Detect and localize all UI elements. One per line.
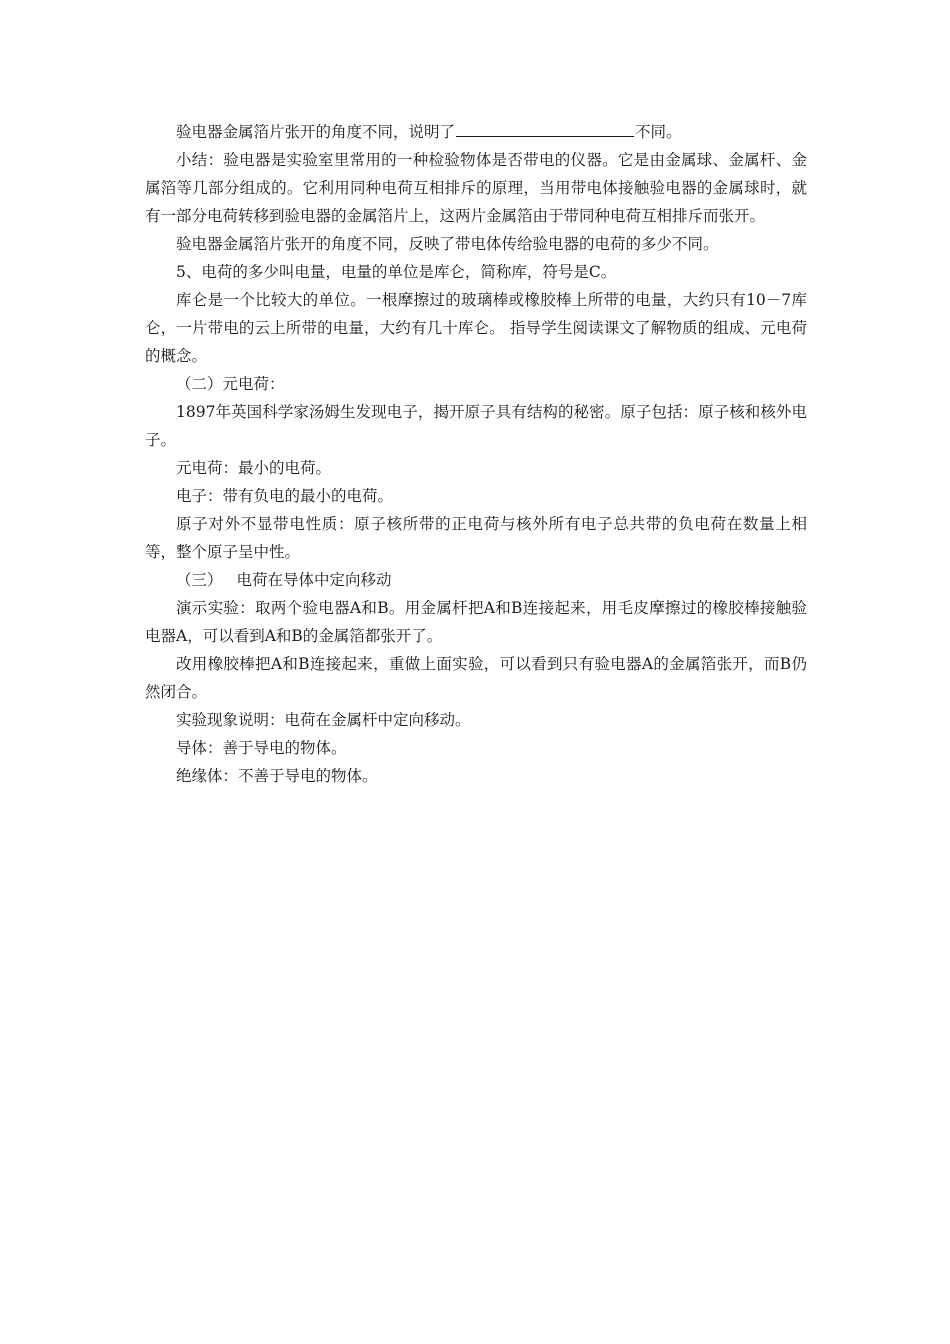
paragraph-thomson-discovery: 1897年英国科学家汤姆生发现电子，揭开原子具有结构的秘密。原子包括：原子核和核外电子。	[145, 403, 807, 449]
paragraph-foil-angle-question	[145, 118, 807, 146]
paragraph-foil-angle-explanation: 验电器金属箔片张开的角度不同，反映了带电体传给验电器的电荷的多少不同。	[176, 235, 719, 253]
paragraph-elementary-charge-definition: 元电荷：最小的电荷。	[176, 459, 332, 477]
fill-in-blank[interactable]	[456, 121, 634, 137]
question-text-end: 不同。	[635, 123, 682, 141]
document-body	[145, 118, 807, 790]
paragraph-charge-quantity: 5、电荷的多少叫电量，电量的单位是库仑，简称库，符号是C。	[176, 263, 617, 281]
paragraph-coulomb-unit: 库仑是一个比较大的单位。一根摩擦过的玻璃棒或橡胶棒上所带的电量，大约只有10－7库仑，一片带电的云上所带的电量，大约有几十库仑。 指导学生阅读课文了解物质的组成、元电荷的概念。	[145, 291, 807, 365]
paragraph-conductor-definition: 导体：善于导电的物体。	[176, 739, 347, 757]
paragraph-atom-neutrality: 原子对外不显带电性质：原子核所带的正电荷与核外所有电子总共带的负电荷在数量上相等，整个原子呈中性。	[145, 515, 807, 561]
section-title: 电荷在导体中定向移动	[236, 571, 392, 589]
section-heading-elementary-charge: （二）元电荷：	[176, 375, 285, 393]
paragraph-rubber-rod-experiment: 改用橡胶棒把A和B连接起来，重做上面实验，可以看到只有验电器A的金属箔张开，而B仍然闭合。	[145, 655, 807, 701]
question-text-start: 验电器金属箔片张开的角度不同，说明了	[176, 123, 456, 141]
section-number: （三）	[176, 571, 223, 589]
paragraph-electron-definition: 电子：带有负电的最小的电荷。	[176, 487, 394, 505]
paragraph-summary: 小结：验电器是实验室里常用的一种检验物体是否带电的仪器。它是由金属球、金属杆、金属箔等几部分组成的。它利用同种电荷互相排斥的原理，当用带电体接触验电器的金属球时，就有一部分电荷转移到验电器的金属箔片上，这两片金属箔由于带同种电荷互相排斥而张开。	[145, 151, 807, 225]
paragraph-demo-experiment: 演示实验：取两个验电器A和B。用金属杆把A和B连接起来，用毛皮摩擦过的橡胶棒接触验电器A，可以看到A和B的金属箔都张开了。	[145, 599, 807, 645]
paragraph-experiment-conclusion: 实验现象说明：电荷在金属杆中定向移动。	[176, 711, 471, 729]
paragraph-insulator-definition: 绝缘体：不善于导电的物体。	[176, 767, 378, 785]
section-heading-charge-movement	[145, 566, 807, 594]
